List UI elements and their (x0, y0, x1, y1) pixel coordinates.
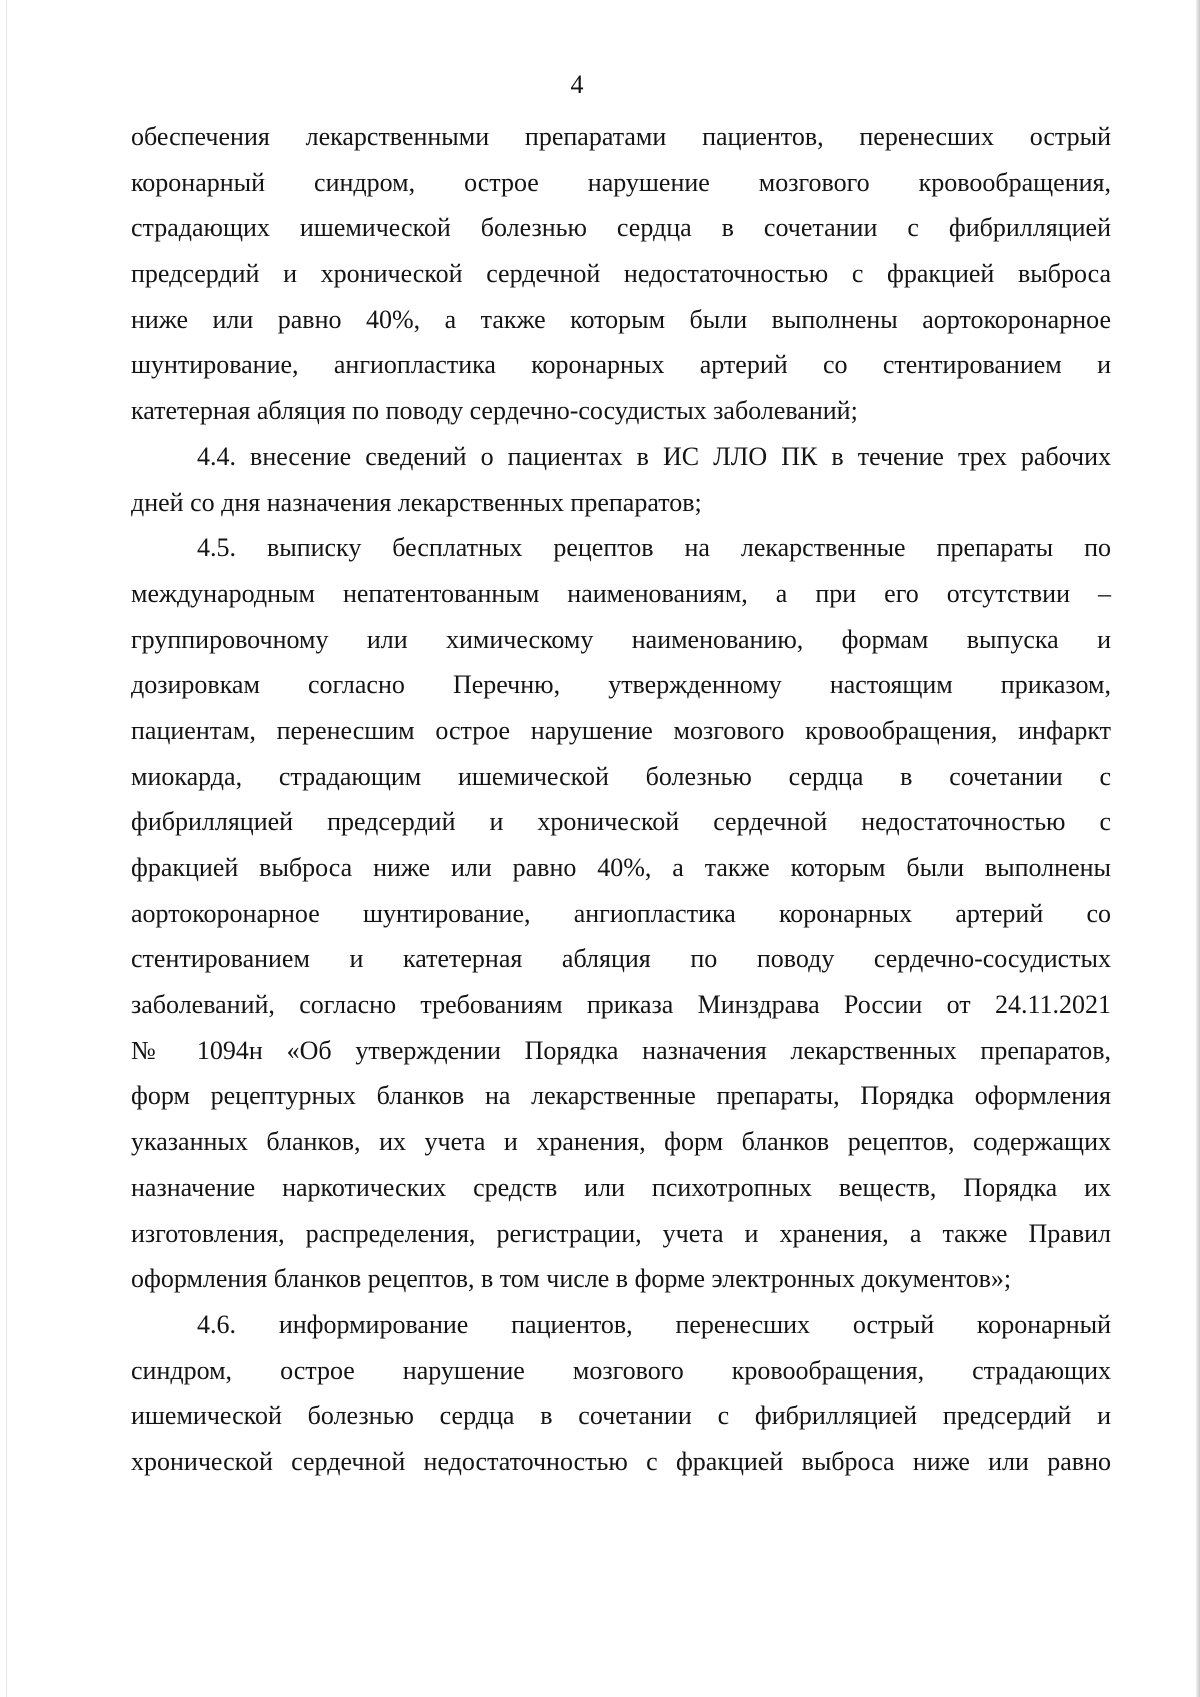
text-line: фракцией выброса ниже или равно 40%, а также которым были выполнены (131, 853, 1111, 882)
text-line: коронарный синдром, острое нарушение мозгового кровообращения, (131, 167, 1111, 197)
scan-edge-left (6, 0, 7, 1697)
text-line: миокарда, страдающим ишемической болезнью сердца в сочетании с (131, 761, 1111, 791)
paragraph-4-4 (131, 434, 1111, 525)
text-line: стентированием и катетерная абляция по поводу сердечно-сосудистых (131, 944, 1111, 974)
text-line: пациентам, перенесшим острое нарушение мозгового кровообращения, инфаркт (131, 715, 1111, 745)
document-body (131, 114, 1111, 1485)
text-line: аортокоронарное шунтирование, ангиопластика коронарных артерий со (131, 898, 1111, 928)
text-line: ишемической болезнью сердца в сочетании с фибрилляцией предсердий и (131, 1401, 1111, 1431)
text-line: группировочному или химическому наименованию, формам выпуска и (131, 624, 1111, 654)
text-line: заболеваний, согласно требованиям приказа Минздрава России от 24.11.2021 (131, 990, 1111, 1020)
text-line: 4.5. выписку бесплатных рецептов на лекарственные препараты по (197, 533, 1111, 563)
page-number: 4 (570, 70, 584, 99)
text-line: оформления бланков рецептов, в том числе в форме электронных документов»; (131, 1264, 1012, 1294)
paragraph-4-5 (131, 525, 1111, 1302)
text-line: 4.4. внесение сведений о пациентах в ИС ЛЛО ПК в течение трех рабочих (197, 441, 1111, 471)
text-line: № 1094н «Об утверждении Порядка назначения лекарственных препаратов, (131, 1035, 1111, 1065)
text-line: дозировкам согласно Перечню, утвержденному настоящим приказом, (131, 670, 1111, 700)
text-line: предсердий и хронической сердечной недостаточностью с фракцией выброса (131, 259, 1111, 289)
paragraph-4-6 (131, 1302, 1111, 1485)
text-line: синдром, острое нарушение мозгового кровообращения, страдающих (131, 1355, 1111, 1385)
paragraph-continuation (131, 114, 1111, 434)
text-line: шунтирование, ангиопластика коронарных артерий со стентированием и (131, 350, 1111, 380)
text-line: ниже или равно 40%, а также которым были выполнены аортокоронарное (131, 304, 1111, 334)
text-line: дней со дня назначения лекарственных препаратов; (131, 487, 702, 517)
text-line: международным непатентованным наименованиям, а при его отсутствии – (131, 578, 1111, 608)
text-line: фибрилляцией предсердий и хронической сердечной недостаточностью с (131, 807, 1111, 837)
text-line: назначение наркотических средств или психотропных веществ, Порядка их (131, 1172, 1111, 1202)
text-line: катетерная абляция по поводу сердечно-сосудистых заболеваний; (131, 396, 858, 426)
text-line: обеспечения лекарственными препаратами пациентов, перенесших острый (131, 122, 1111, 151)
scan-edge-right (1196, 0, 1200, 1697)
text-line: форм рецептурных бланков на лекарственные препараты, Порядка оформления (131, 1081, 1111, 1111)
text-line: страдающих ишемической болезнью сердца в сочетании с фибрилляцией (131, 213, 1111, 243)
text-line: 4.6. информирование пациентов, перенесших острый коронарный (197, 1309, 1111, 1339)
text-line: указанных бланков, их учета и хранения, форм бланков рецептов, содержащих (131, 1127, 1111, 1157)
text-line: хронической сердечной недостаточностью с фракцией выброса ниже или равно (131, 1446, 1111, 1476)
text-line: изготовления, распределения, регистрации, учета и хранения, а также Правил (131, 1218, 1111, 1248)
